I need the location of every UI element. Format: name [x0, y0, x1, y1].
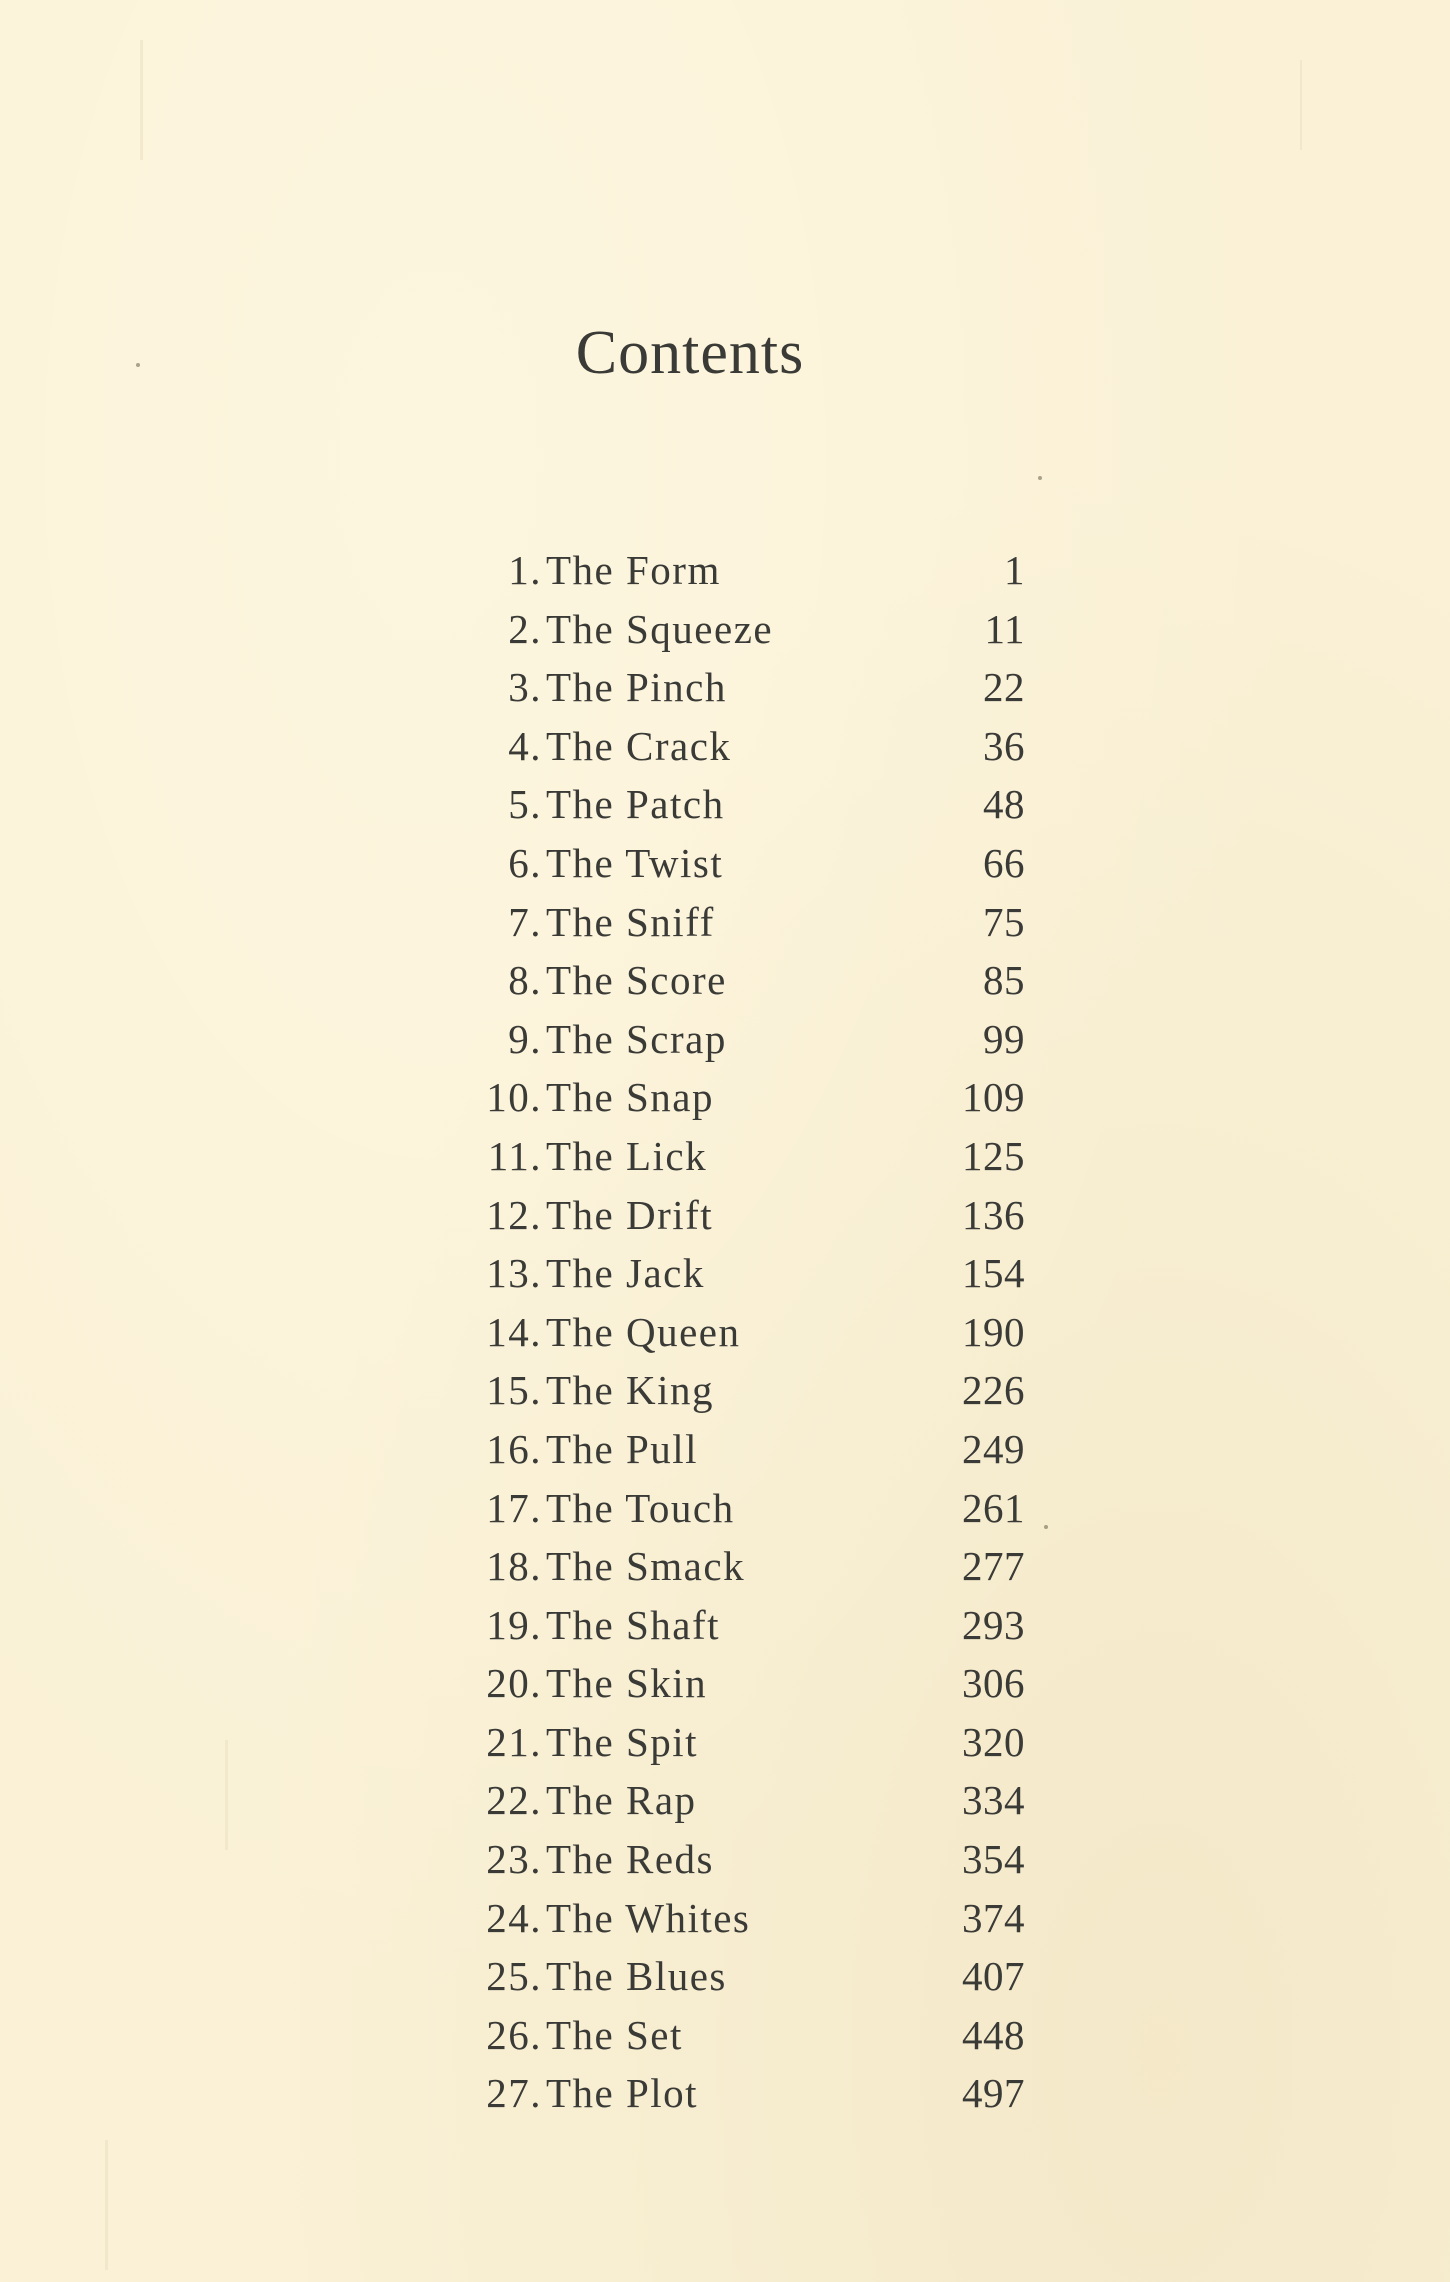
page-number: 1 [1004, 547, 1025, 593]
chapter-number: 22. [486, 1777, 542, 1824]
page-number: 293 [962, 1601, 1025, 1648]
page-number: 277 [962, 1543, 1025, 1590]
page-number: 190 [962, 1308, 1025, 1355]
page-number: 48 [983, 781, 1025, 828]
toc-entry [480, 1894, 1025, 1953]
toc-entry [480, 1425, 1025, 1484]
toc-entry [480, 898, 1025, 957]
chapter-title: The Plot [546, 2070, 699, 2117]
chapter-number: 27. [486, 2070, 542, 2117]
toc-entry [480, 1015, 1025, 1074]
page-number: 407 [962, 1953, 1025, 2000]
toc-entry [480, 1835, 1025, 1894]
toc-entry [480, 1718, 1025, 1777]
chapter-title: The Blues [546, 1953, 727, 2000]
chapter-title: The Spit [546, 1718, 699, 1765]
toc-entry [480, 546, 1025, 605]
page-number: 320 [962, 1718, 1025, 1765]
chapter-title: The Touch [546, 1484, 735, 1531]
page-number: 85 [983, 957, 1025, 1004]
chapter-number: 9. [508, 1015, 542, 1062]
chapter-title: The Twist [546, 839, 724, 886]
chapter-title: The Rap [546, 1777, 697, 1824]
toc-entry [480, 1484, 1025, 1543]
toc-entry [480, 1073, 1025, 1132]
chapter-number: 20. [486, 1660, 542, 1707]
chapter-number: 7. [508, 898, 542, 945]
toc-entry [480, 839, 1025, 898]
chapter-number: 2. [508, 605, 542, 652]
chapter-number: 18. [486, 1543, 542, 1590]
chapter-title: The Sniff [546, 898, 715, 945]
chapter-number: 13. [486, 1250, 542, 1297]
chapter-number: 14. [486, 1308, 542, 1355]
chapter-number: 16. [486, 1425, 542, 1472]
chapter-number: 4. [508, 722, 542, 769]
page-number: 75 [983, 898, 1025, 945]
chapter-title: The Whites [546, 1894, 751, 1941]
chapter-number: 1. [508, 547, 542, 593]
chapter-title: The Scrap [546, 1015, 727, 1062]
page-number: 22 [983, 664, 1025, 711]
page-number: 99 [983, 1015, 1025, 1062]
chapter-title: The Shaft [546, 1601, 721, 1648]
toc-entry [480, 1952, 1025, 2011]
chapter-number: 11. [487, 1132, 542, 1179]
page-number: 125 [962, 1132, 1025, 1179]
chapter-title: The Score [546, 957, 727, 1004]
chapter-number: 6. [508, 839, 542, 886]
chapter-number: 8. [508, 957, 542, 1004]
page-number: 448 [962, 2011, 1025, 2058]
chapter-number: 23. [486, 1836, 542, 1883]
page-number: 354 [962, 1836, 1025, 1883]
chapter-number: 24. [486, 1894, 542, 1941]
chapter-number: 12. [486, 1191, 542, 1238]
chapter-title: The Pull [546, 1425, 699, 1472]
chapter-number: 17. [486, 1484, 542, 1531]
toc-entry [480, 605, 1025, 664]
toc-entry [480, 780, 1025, 839]
chapter-title: The Squeeze [546, 605, 774, 652]
chapter-title: The Queen [546, 1308, 741, 1355]
page-number: 334 [962, 1777, 1025, 1824]
chapter-title: The Skin [546, 1660, 708, 1707]
toc-entry [480, 1601, 1025, 1660]
chapter-number: 3. [508, 664, 542, 711]
chapter-title: The King [546, 1367, 714, 1414]
chapter-number: 21. [486, 1718, 542, 1765]
chapter-number: 5. [508, 781, 542, 828]
chapter-title: The Pinch [546, 664, 727, 711]
page-number: 261 [962, 1484, 1025, 1531]
chapter-number: 25. [486, 1953, 542, 2000]
toc-entry [480, 722, 1025, 781]
paper-speck [1038, 476, 1042, 480]
page-number: 36 [983, 722, 1025, 769]
page-number: 154 [962, 1250, 1025, 1297]
chapter-title: The Smack [546, 1543, 746, 1590]
chapter-title: The Crack [546, 722, 732, 769]
paper-crease [1300, 60, 1302, 150]
chapter-title: The Patch [546, 781, 725, 828]
paper-speck [1044, 1525, 1048, 1529]
chapter-number: 19. [486, 1601, 542, 1648]
toc-entry [480, 2011, 1025, 2070]
toc-entry [480, 663, 1025, 722]
toc-entry [480, 1366, 1025, 1425]
chapter-number: 26. [486, 2011, 542, 2058]
page-number: 66 [983, 839, 1025, 886]
chapter-title: The Drift [546, 1191, 714, 1238]
page-number: 249 [962, 1425, 1025, 1472]
page-number: 109 [962, 1074, 1025, 1121]
toc-entry [480, 1249, 1025, 1308]
toc-entry [480, 1132, 1025, 1191]
chapter-number: 10. [486, 1074, 542, 1121]
toc-entry [480, 1542, 1025, 1601]
chapter-title: The Snap [546, 1074, 714, 1121]
toc-entry [480, 1308, 1025, 1367]
table-of-contents [480, 546, 1025, 2128]
chapter-title: The Set [546, 2011, 683, 2058]
page-number: 11 [984, 605, 1025, 652]
paper-crease [140, 40, 143, 160]
page-number: 136 [962, 1191, 1025, 1238]
toc-entry [480, 956, 1025, 1015]
contents-heading: Contents [575, 319, 805, 387]
page-number: 497 [962, 2070, 1025, 2117]
chapter-title: The Lick [546, 1132, 708, 1179]
toc-entry [480, 2069, 1025, 2128]
chapter-number: 15. [486, 1367, 542, 1414]
toc-entry [480, 1191, 1025, 1250]
chapter-title: The Form [546, 547, 721, 593]
page-number: 226 [962, 1367, 1025, 1414]
chapter-title: The Reds [546, 1836, 714, 1883]
toc-entry [480, 1776, 1025, 1835]
page-number: 306 [962, 1660, 1025, 1707]
paper-crease [225, 1740, 228, 1850]
page-number: 374 [962, 1894, 1025, 1941]
chapter-title: The Jack [546, 1250, 705, 1297]
toc-entry [480, 1659, 1025, 1718]
paper-crease [105, 2140, 108, 2270]
